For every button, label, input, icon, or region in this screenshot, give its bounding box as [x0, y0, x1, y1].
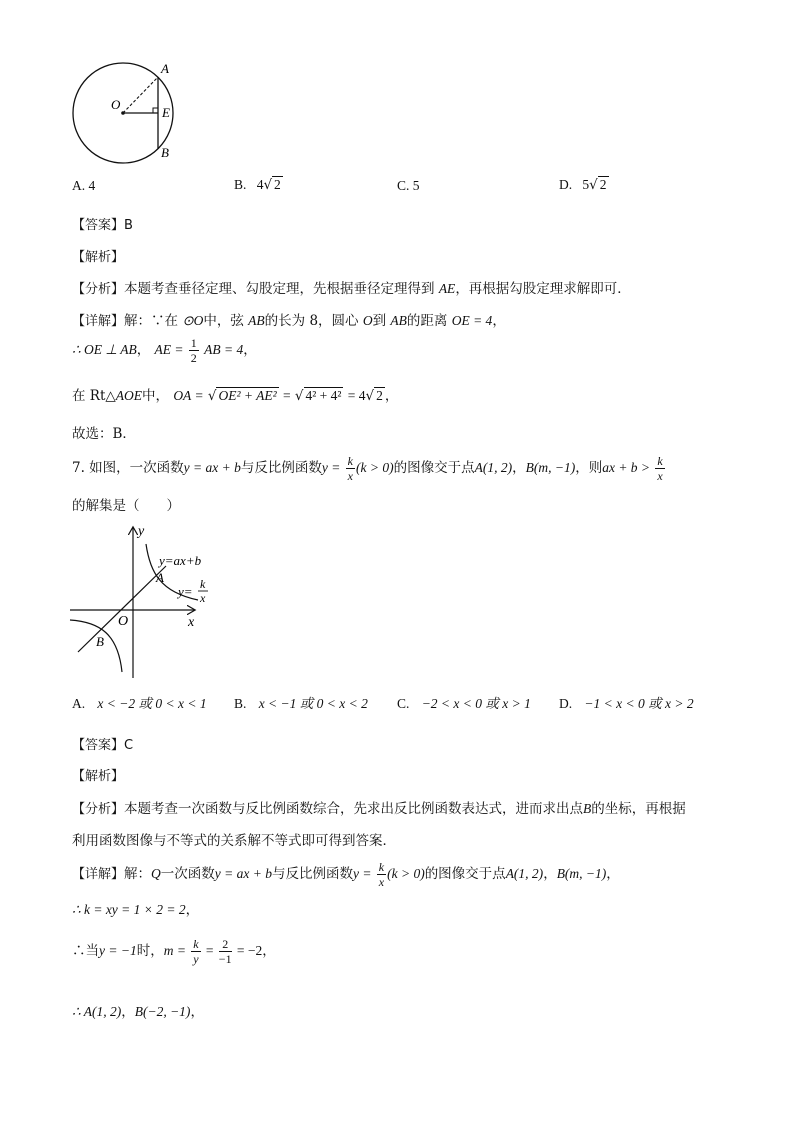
q7-option-a[interactable]: A. x < −2 或 0 < x < 1: [72, 696, 207, 711]
q6-option-a[interactable]: A. 4: [72, 178, 96, 193]
q6-option-b[interactable]: B. 4√ 2: [234, 177, 281, 193]
label-o: O: [111, 97, 121, 112]
q7-answer: 【答案】C: [72, 738, 134, 753]
line-label: y=ax+b: [159, 553, 202, 568]
q6-option-d[interactable]: D. 5√ 2: [559, 177, 607, 193]
linear-function-line: [78, 566, 166, 652]
q7-detail-line4: ∴ A(1, 2)，B(−2, −1)，: [72, 1004, 204, 1020]
origin-label: O: [118, 614, 129, 629]
x-axis-label: x: [188, 615, 195, 630]
q6-conclusion: 故选：B．: [72, 426, 136, 442]
hyperbola-k-label: k: [200, 577, 206, 591]
function-graph: [66, 522, 226, 682]
q7-option-d[interactable]: D. −1 < x < 0 或 x > 2: [559, 696, 694, 711]
q6-detail-line1: 【详解】解：∵在 ⊙O中，弦 AB的长为 8，圆心 O到 AB的距离 OE = 4，: [72, 313, 506, 329]
circle-figure: [60, 55, 190, 170]
point-a-label: A: [156, 570, 164, 585]
q6-detail-line2: ∴ OE ⊥ AB， AE = $\frac{1}{2}$ AB = 4，: [72, 336, 257, 365]
hyperbola-y-label: y=: [178, 584, 193, 599]
q6-fenxi: 【分析】本题考查垂径定理、勾股定理，先根据垂径定理得到 AE，再根据勾股定理求解即可．: [72, 281, 631, 297]
q7-stem-line1: 7. 如图，一次函数y = ax + b与反比例函数y = $\frac{k}{x}$ (k > 0)的图像交于点A(1, 2)，B(m, −1)，则ax + b > $\frac{k}{x}$: [72, 454, 663, 483]
q7-analysis-title: 【解析】: [72, 769, 125, 784]
q6-analysis-title: 【解析】: [72, 250, 125, 265]
q7-option-c[interactable]: C. −2 < x < 0 或 x > 1: [397, 696, 531, 711]
label-e: E: [162, 105, 170, 120]
q6-answer: 【答案】B: [72, 218, 133, 233]
point-b-label: B: [96, 634, 104, 649]
hyperbola-x-label: x: [200, 591, 206, 605]
q7-fenxi-line2: 利用函数图像与不等式的关系解不等式即可得到答案．: [72, 833, 396, 849]
q7-fenxi-line1: 【分析】本题考查一次函数与反比例函数综合，先求出反比例函数表达式，进而求出点B的坐标，再根据: [72, 801, 686, 817]
center-dot: [121, 111, 125, 115]
q7-detail-line3: ∴当y = −1时，m = $\frac{k}{y}$ = $\frac{2}{-1}$ = −2，: [72, 937, 276, 966]
q7-detail-line2: ∴ k = xy = 1 × 2 = 2，: [72, 902, 200, 918]
label-b: B: [161, 145, 169, 160]
y-axis-label: y: [138, 524, 145, 539]
q7-stem-line2: 的解集是（ ）: [72, 498, 180, 514]
q7-detail-line1: 【详解】解：Q一次函数y = ax + b与反比例函数y = $\frac{k}{x}$ (k > 0)的图像交于点A(1, 2)，B(m, −1)，: [72, 860, 620, 889]
label-a: A: [161, 61, 169, 76]
q6-detail-line3: 在 Rt△AOE中， OA = √ OE² + AE² = √ 4² + 4² = 4√ 2 ，: [72, 388, 399, 404]
right-angle-mark: [153, 108, 158, 113]
q6-option-c[interactable]: C. 5: [397, 178, 420, 193]
q7-option-b[interactable]: B. x < −1 或 0 < x < 2: [234, 696, 368, 711]
